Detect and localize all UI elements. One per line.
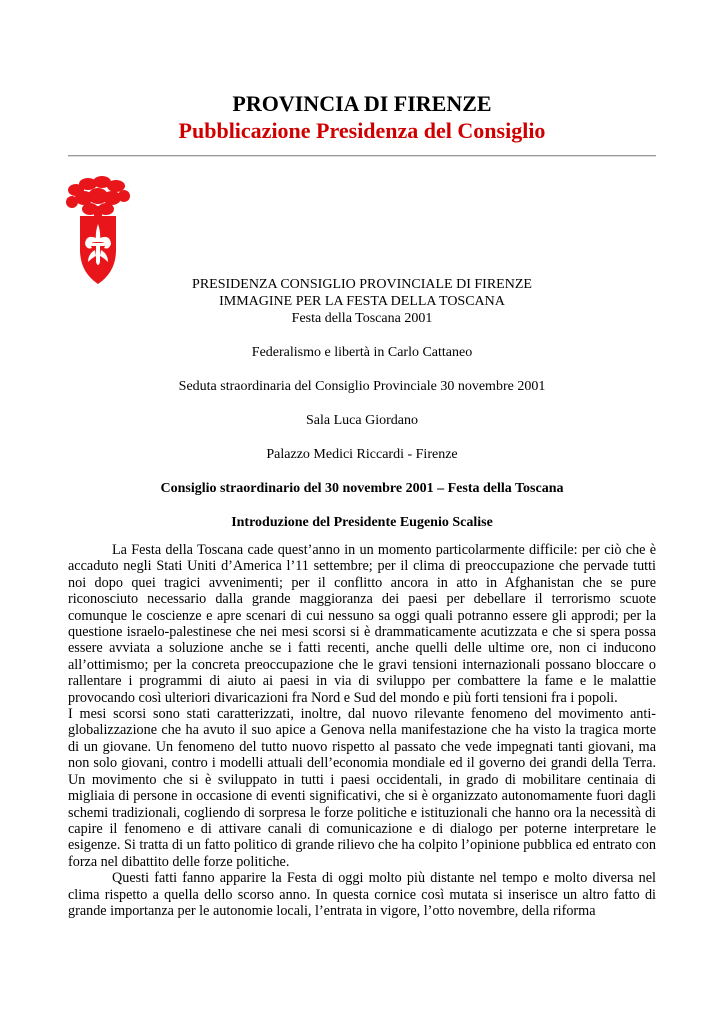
- page-subtitle: Pubblicazione Presidenza del Consiglio: [178, 118, 546, 143]
- intro-line-4: Federalismo e libertà in Carlo Cattaneo: [251, 345, 473, 360]
- paragraph-1: La Festa della Toscana cade quest’anno in un momento particolarmente difficile: per ciò che è accaduto negli Stati Uniti d’America l’11 settembre; per il clima di preoccupazione che pervade tutti noi dopo quei tragici avvenimenti; per il conflitto ancora in atto in Afghanistan che se pure riconosciuto necessario dalla grande maggioranza dei paesi per debellare il terrorismo scuote comunque le coscienze e apre scenari di cui nessuno sa oggi quali potranno essere gli approdi; per la questione israelo-palestinese che nei mesi scorsi si è drammaticamente acutizzata e che si spera possa essere avviata a soluzione anche se i fatti recenti, anche quelli delle ultime ore, non ci inducono all’ottimismo; per la concreta preoccupazione che le gravi tensioni internazionali possano bloccare o rallentare i programmi di aiuto ai paesi in via di sviluppo per combattere la fame e le malattie provocando così ulteriori divaricazioni fra Nord e Sud del mondo e più forti tensioni fra i popoli.: [68, 542, 656, 706]
- paragraph-3: Questi fatti fanno apparire la Festa di oggi molto più distante nel tempo e molto diversa nel clima rispetto a quella dello scorso anno. In questa cornice così mutata si inserisce un altro fatto di grande importanza per le autonomie locali, l’entrata in vigore, l’otto novembre, della riforma: [68, 870, 656, 919]
- intro-line-1: PRESIDENZA CONSIGLIO PROVINCIALE DI FIRENZE: [192, 277, 532, 292]
- page-title: PROVINCIA DI FIRENZE: [232, 91, 492, 116]
- intro-line-6: Sala Luca Giordano: [306, 413, 418, 428]
- section-heading: Consiglio straordinario del 30 novembre 2001 – Festa della Toscana: [160, 481, 564, 496]
- paragraph-2: I mesi scorsi sono stati caratterizzati, inoltre, dal nuovo rilevante fenomeno del movimento anti-globalizzazione che ha avuto il suo apice a Genova nella manifestazione che ha visto la tragica morte di un giovane. Un fenomeno del tutto nuovo rispetto al passato che vede impegnati tanti giovani, ma non solo giovani, contro i modelli attuali dell’economia mondiale ed il governo dei grandi della Terra. Un movimento che si è sviluppato in tutti i paesi occidentali, in grado di mobilitare centinaia di migliaia di persone in occasione di eventi significativi, che si è organizzato autonomamente fuori dagli schemi tradizionali, cogliendo di sorpresa le forze politiche e istituzionali che hanno ora la necessità di capire il fenomeno e di attivare canali di comunicazione e di dialogo per poterne interpretare le esigenze. Si tratta di un fatto politico di grande rilievo che ha colpito l’opinione pubblica ed entrato con forza nel dibattito delle forze politiche.: [68, 706, 656, 870]
- intro-line-2: IMMAGINE PER LA FESTA DELLA TOSCANA: [219, 294, 505, 309]
- body-text: [68, 542, 656, 919]
- intro-line-7: Palazzo Medici Riccardi - Firenze: [266, 447, 458, 462]
- florence-lily-coat-of-arms-icon: [66, 176, 130, 286]
- intro-line-5: Seduta straordinaria del Consiglio Provinciale 30 novembre 2001: [178, 379, 546, 394]
- header-divider: [68, 155, 656, 157]
- speech-heading: Introduzione del Presidente Eugenio Scalise: [231, 515, 493, 530]
- intro-line-3: Festa della Toscana 2001: [291, 311, 433, 326]
